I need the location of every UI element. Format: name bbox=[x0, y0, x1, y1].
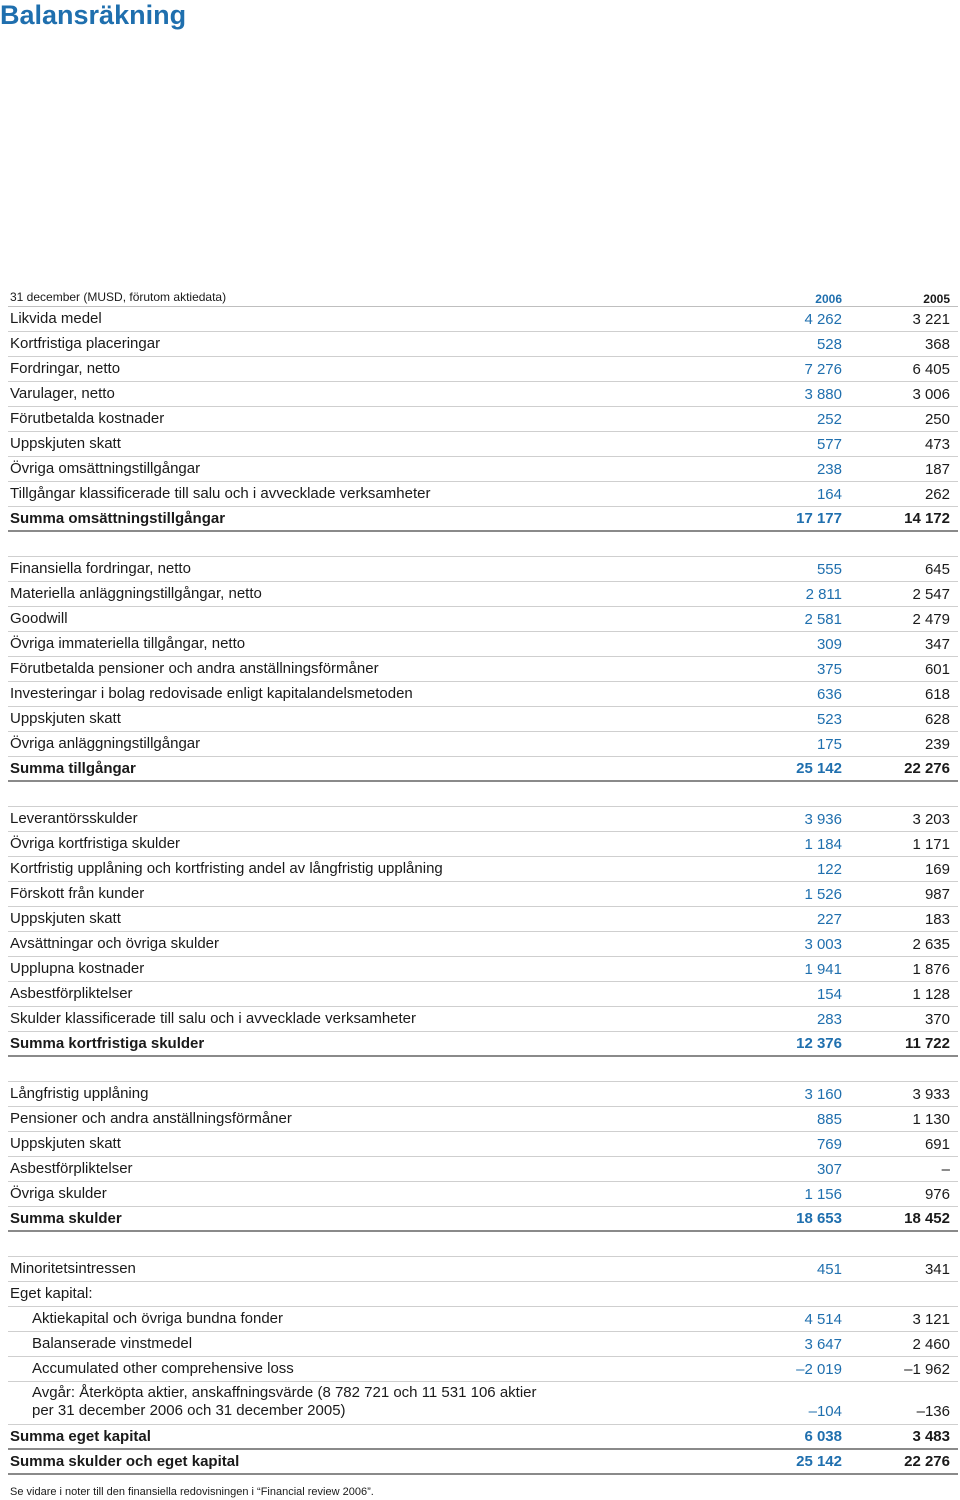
row-label: Uppskjuten skatt bbox=[10, 910, 121, 927]
row-label: Asbestförpliktelser bbox=[10, 1160, 133, 1177]
table-row bbox=[8, 1082, 958, 1107]
total-row bbox=[8, 1207, 958, 1232]
row-label: Investeringar i bolag redovisade enligt kapitalandelsmetoden bbox=[10, 685, 413, 702]
row-label: Pensioner och andra anställningsförmåner bbox=[10, 1110, 292, 1127]
row-label: Fordringar, netto bbox=[10, 360, 121, 377]
value-2006: 3 936 bbox=[804, 810, 842, 828]
value-2006: 25 142 bbox=[796, 1453, 842, 1470]
value-2006: 4 514 bbox=[804, 1310, 842, 1328]
value-2005: 14 172 bbox=[904, 510, 950, 527]
value-2005: –136 bbox=[916, 1403, 950, 1420]
table-row bbox=[8, 1357, 958, 1382]
value-2005: 628 bbox=[924, 710, 950, 728]
table-row bbox=[8, 857, 958, 882]
value-2005: 262 bbox=[924, 485, 950, 503]
section-spacer bbox=[8, 1057, 958, 1082]
total-row bbox=[8, 1450, 958, 1475]
table-row bbox=[8, 932, 958, 957]
value-2006: 18 653 bbox=[796, 1210, 842, 1227]
row-label: Goodwill bbox=[10, 610, 68, 627]
table-header bbox=[8, 287, 958, 307]
table-row bbox=[8, 432, 958, 457]
value-2005: 250 bbox=[924, 410, 950, 428]
balance-sheet-table bbox=[8, 287, 958, 1475]
value-2006: 2 811 bbox=[805, 585, 842, 603]
value-2006: –2 019 bbox=[796, 1360, 842, 1378]
value-2005: –1 962 bbox=[904, 1360, 950, 1378]
table-row bbox=[8, 382, 958, 407]
row-label: Summa omsättningstillgångar bbox=[10, 509, 226, 527]
value-2006: 555 bbox=[816, 560, 842, 578]
value-2005: 239 bbox=[924, 735, 950, 753]
value-2005: 341 bbox=[924, 1260, 950, 1278]
value-2005: 3 483 bbox=[912, 1428, 950, 1445]
table-row bbox=[8, 832, 958, 857]
value-2005: 1 876 bbox=[912, 960, 950, 978]
value-2006: –104 bbox=[808, 1403, 842, 1420]
row-label: Summa eget kapital bbox=[10, 1427, 151, 1445]
total-row bbox=[8, 757, 958, 782]
value-2005: 3 006 bbox=[912, 385, 950, 403]
value-2006: 7 276 bbox=[804, 360, 842, 378]
row-label: Upplupna kostnader bbox=[10, 960, 145, 977]
value-2005: 3 203 bbox=[912, 810, 950, 828]
table-row bbox=[8, 407, 958, 432]
value-2005: 2 547 bbox=[912, 585, 950, 603]
value-2006: 769 bbox=[816, 1135, 842, 1153]
value-2005: 187 bbox=[924, 460, 950, 478]
value-2006: 636 bbox=[816, 685, 842, 703]
value-2006: 577 bbox=[816, 435, 842, 453]
row-label: Summa kortfristiga skulder bbox=[10, 1034, 205, 1052]
table-row bbox=[8, 457, 958, 482]
table-row bbox=[8, 732, 958, 757]
value-2006: 4 262 bbox=[804, 310, 842, 328]
table-row bbox=[8, 482, 958, 507]
row-label: Varulager, netto bbox=[10, 385, 115, 402]
value-2006: 307 bbox=[816, 1160, 842, 1178]
table-row bbox=[8, 357, 958, 382]
table-row bbox=[8, 807, 958, 832]
row-label: Skulder klassificerade till salu och i avvecklade verksamheter bbox=[10, 1010, 417, 1027]
table-row bbox=[8, 632, 958, 657]
value-2006: 309 bbox=[816, 635, 842, 653]
table-row bbox=[8, 557, 958, 582]
value-2005: 1 171 bbox=[912, 835, 950, 853]
value-2005: 987 bbox=[924, 885, 950, 903]
row-label: Aktiekapital och övriga bundna fonder bbox=[32, 1310, 284, 1327]
table-row bbox=[8, 307, 958, 332]
row-label-line2: per 31 december 2006 och 31 december 2005) bbox=[32, 1402, 346, 1419]
row-label: Långfristig upplåning bbox=[10, 1085, 149, 1102]
row-label bbox=[8, 1384, 717, 1420]
value-2006: 283 bbox=[816, 1010, 842, 1028]
value-2006: 1 184 bbox=[804, 835, 842, 853]
row-label: Övriga skulder bbox=[10, 1185, 107, 1202]
value-2006: 17 177 bbox=[796, 510, 842, 527]
row-label: Förutbetalda kostnader bbox=[10, 410, 165, 427]
value-2005: 11 722 bbox=[904, 1035, 950, 1052]
table-row bbox=[8, 582, 958, 607]
value-2006: 6 038 bbox=[804, 1428, 842, 1445]
row-label: Förutbetalda pensioner och andra anställningsförmåner bbox=[10, 660, 379, 677]
value-2006: 25 142 bbox=[796, 760, 842, 777]
row-label: Leverantörsskulder bbox=[10, 810, 138, 827]
value-2006: 1 526 bbox=[804, 885, 842, 903]
table-row bbox=[8, 957, 958, 982]
value-2006: 164 bbox=[816, 485, 842, 503]
row-label: Övriga anläggningstillgångar bbox=[10, 735, 201, 752]
value-2006: 238 bbox=[816, 460, 842, 478]
value-2006: 3 647 bbox=[804, 1335, 842, 1353]
row-label: Minoritetsintressen bbox=[10, 1260, 136, 1277]
table-row bbox=[8, 1307, 958, 1332]
value-2005: 347 bbox=[924, 635, 950, 653]
page-title: Balansräkning bbox=[0, 0, 187, 30]
value-2005: – bbox=[941, 1160, 950, 1178]
table-row bbox=[8, 882, 958, 907]
value-2005: 370 bbox=[924, 1010, 950, 1028]
table-row bbox=[8, 1007, 958, 1032]
table-row bbox=[8, 1332, 958, 1357]
value-2006: 3 160 bbox=[804, 1085, 842, 1103]
value-2005: 2 460 bbox=[912, 1335, 950, 1353]
total-row bbox=[8, 1032, 958, 1057]
value-2006: 175 bbox=[816, 735, 842, 753]
value-2005: 22 276 bbox=[904, 760, 950, 777]
row-label: Summa skulder bbox=[10, 1209, 122, 1227]
table-row bbox=[8, 1257, 958, 1282]
row-label: Övriga immateriella tillgångar, netto bbox=[10, 635, 246, 652]
table-row bbox=[8, 657, 958, 682]
value-2006: 523 bbox=[816, 710, 842, 728]
row-label: Avsättningar och övriga skulder bbox=[10, 935, 220, 952]
header-label: 31 december (MUSD, förutom aktiedata) bbox=[10, 290, 227, 304]
value-2006: 3 003 bbox=[804, 935, 842, 953]
value-2006: 122 bbox=[816, 860, 842, 878]
value-2006: 252 bbox=[816, 410, 842, 428]
value-2005: 601 bbox=[924, 660, 950, 678]
section-spacer bbox=[8, 532, 958, 557]
row-label: Finansiella fordringar, netto bbox=[10, 560, 191, 577]
value-2006: 451 bbox=[816, 1260, 842, 1278]
row-label: Kortfristig upplåning och kortfristing andel av långfristig upplåning bbox=[10, 860, 443, 877]
value-2005: 645 bbox=[924, 560, 950, 578]
row-label: Summa skulder och eget kapital bbox=[10, 1452, 240, 1470]
row-label: Eget kapital: bbox=[10, 1285, 93, 1302]
table-row bbox=[8, 1107, 958, 1132]
value-2005: 3 121 bbox=[912, 1310, 950, 1328]
value-2006: 885 bbox=[816, 1110, 842, 1128]
row-label: Asbestförpliktelser bbox=[10, 985, 133, 1002]
value-2006: 2 581 bbox=[804, 610, 842, 628]
row-label: Förskott från kunder bbox=[10, 885, 145, 902]
section-spacer bbox=[8, 1232, 958, 1257]
table-row bbox=[8, 607, 958, 632]
row-label: Accumulated other comprehensive loss bbox=[32, 1360, 294, 1377]
table-row bbox=[8, 332, 958, 357]
value-2006: 375 bbox=[816, 660, 842, 678]
value-2005: 3 933 bbox=[912, 1085, 950, 1103]
row-label: Tillgångar klassificerade till salu och i avvecklade verksamheter bbox=[10, 485, 431, 502]
value-2005: 2 479 bbox=[912, 610, 950, 628]
value-2005: 18 452 bbox=[904, 1210, 950, 1227]
value-2006: 3 880 bbox=[804, 385, 842, 403]
row-label: Uppskjuten skatt bbox=[10, 435, 121, 452]
row-label: Summa tillgångar bbox=[10, 759, 136, 777]
row-label: Uppskjuten skatt bbox=[10, 710, 121, 727]
value-2005: 618 bbox=[924, 685, 950, 703]
total-row bbox=[8, 507, 958, 532]
table-row bbox=[8, 1382, 958, 1425]
header-year-2006: 2006 bbox=[815, 292, 842, 306]
value-2005: 691 bbox=[924, 1135, 950, 1153]
value-2005: 1 130 bbox=[912, 1110, 950, 1128]
table-row bbox=[8, 982, 958, 1007]
table-row bbox=[8, 907, 958, 932]
value-2005: 976 bbox=[924, 1185, 950, 1203]
value-2005: 3 221 bbox=[912, 310, 950, 328]
row-label: Kortfristiga placeringar bbox=[10, 335, 161, 352]
value-2005: 22 276 bbox=[904, 1453, 950, 1470]
row-label: Övriga kortfristiga skulder bbox=[10, 835, 181, 852]
value-2006: 1 941 bbox=[804, 960, 842, 978]
value-2006: 12 376 bbox=[796, 1035, 842, 1052]
row-label: Likvida medel bbox=[10, 310, 102, 327]
row-label: Balanserade vinstmedel bbox=[32, 1335, 193, 1352]
value-2006: 1 156 bbox=[804, 1185, 842, 1203]
value-2005: 368 bbox=[924, 335, 950, 353]
footnote: Se vidare i noter till den finansiella redovisningen i “Financial review 2006”. bbox=[10, 1486, 374, 1498]
value-2006: 154 bbox=[816, 985, 842, 1003]
value-2005: 169 bbox=[924, 860, 950, 878]
total-row bbox=[8, 1425, 958, 1450]
table-body bbox=[8, 307, 958, 1475]
row-label-line1: Avgår: Återköpta aktier, anskaffningsvärde (8 782 721 och 11 531 106 aktier bbox=[32, 1384, 537, 1401]
header-year-2005: 2005 bbox=[923, 292, 950, 306]
value-2006: 528 bbox=[816, 335, 842, 353]
table-row bbox=[8, 1157, 958, 1182]
table-row bbox=[8, 1182, 958, 1207]
table-row bbox=[8, 1132, 958, 1157]
value-2006: 227 bbox=[816, 910, 842, 928]
row-label: Materiella anläggningstillgångar, netto bbox=[10, 585, 262, 602]
table-row bbox=[8, 707, 958, 732]
table-row bbox=[8, 1282, 958, 1307]
value-2005: 473 bbox=[924, 435, 950, 453]
value-2005: 6 405 bbox=[912, 360, 950, 378]
value-2005: 2 635 bbox=[912, 935, 950, 953]
row-label: Uppskjuten skatt bbox=[10, 1135, 121, 1152]
section-spacer bbox=[8, 782, 958, 807]
value-2005: 1 128 bbox=[912, 985, 950, 1003]
value-2005: 183 bbox=[924, 910, 950, 928]
row-label: Övriga omsättningstillgångar bbox=[10, 460, 201, 477]
table-row bbox=[8, 682, 958, 707]
